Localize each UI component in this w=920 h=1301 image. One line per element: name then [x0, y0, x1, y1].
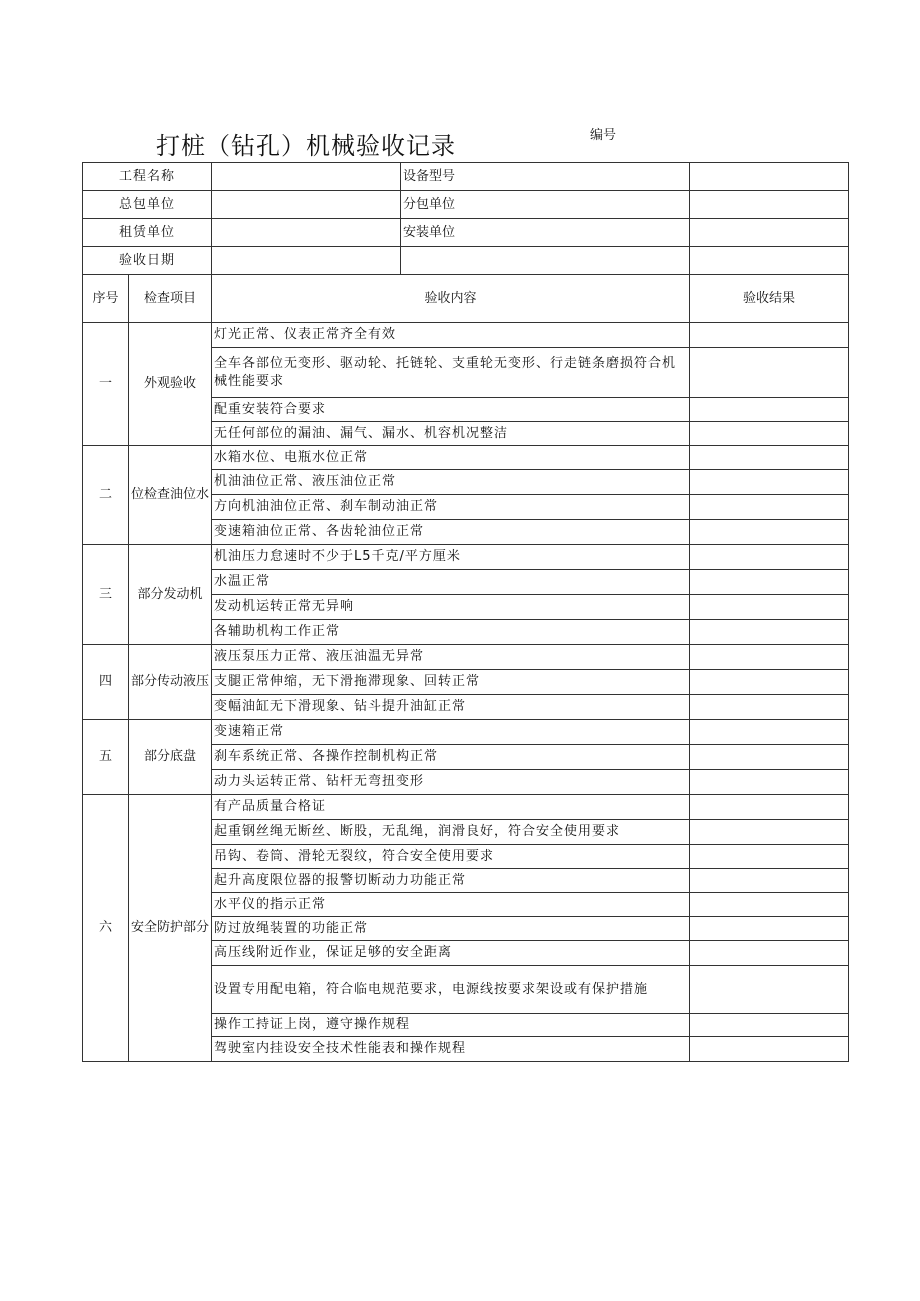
result-cell[interactable] — [690, 446, 849, 470]
lessor-label: 租赁单位 — [83, 219, 212, 247]
result-cell[interactable] — [690, 869, 849, 893]
check-content: 设置专用配电箱，符合临电规范要求，电源线按要求架设或有保护措施 — [212, 966, 690, 1014]
doc-number-label: 编号 — [590, 128, 617, 143]
check-content: 机油压力怠速时不少于L5千克/平方厘米 — [212, 545, 690, 570]
result-cell[interactable] — [690, 348, 849, 398]
check-content: 方向机油油位正常、刹车制动油正常 — [212, 495, 690, 520]
result-cell[interactable] — [690, 770, 849, 795]
check-content: 变速箱油位正常、各齿轮油位正常 — [212, 520, 690, 545]
result-cell[interactable] — [690, 893, 849, 917]
section-item: 外观验收 — [129, 323, 212, 446]
result-cell[interactable] — [690, 1014, 849, 1037]
check-content: 刹车系统正常、各操作控制机构正常 — [212, 745, 690, 770]
result-cell[interactable] — [690, 470, 849, 495]
check-content: 灯光正常、仪表正常齐全有效 — [212, 323, 690, 348]
check-content: 变速箱正常 — [212, 720, 690, 745]
section-seq: 二 — [83, 446, 129, 545]
check-content: 起重钢丝绳无断丝、断股，无乱绳，润滑良好，符合安全使用要求 — [212, 820, 690, 845]
result-cell[interactable] — [690, 720, 849, 745]
result-cell[interactable] — [690, 820, 849, 845]
result-cell[interactable] — [690, 595, 849, 620]
result-cell[interactable] — [690, 1037, 849, 1062]
result-cell[interactable] — [690, 620, 849, 645]
section-item: 部分底盘 — [129, 720, 212, 795]
result-cell[interactable] — [690, 570, 849, 595]
check-content: 水箱水位、电瓶水位正常 — [212, 446, 690, 470]
result-header: 验收结果 — [690, 275, 849, 323]
check-content: 水平仪的指示正常 — [212, 893, 690, 917]
item-header: 检查项目 — [129, 275, 212, 323]
section-seq: 三 — [83, 545, 129, 645]
result-cell[interactable] — [690, 495, 849, 520]
result-cell[interactable] — [690, 795, 849, 820]
section-seq: 五 — [83, 720, 129, 795]
table-row — [83, 720, 849, 745]
project-name-value[interactable] — [212, 163, 401, 191]
result-cell[interactable] — [690, 323, 849, 348]
check-content: 高压线附近作业，保证足够的安全距离 — [212, 941, 690, 966]
equipment-model-label: 设备型号 — [401, 163, 690, 191]
check-content: 全车各部位无变形、驱动轮、托链轮、支重轮无变形、行走链条磨损符合机械性能要求 — [212, 348, 690, 398]
acceptance-date-label: 验收日期 — [83, 247, 212, 275]
check-content: 防过放绳装置的功能正常 — [212, 917, 690, 941]
check-content: 配重安装符合要求 — [212, 398, 690, 422]
check-content: 吊钩、卷筒、滑轮无裂纹，符合安全使用要求 — [212, 845, 690, 869]
acceptance-date-blank-2 — [690, 247, 849, 275]
result-cell[interactable] — [690, 670, 849, 695]
result-cell[interactable] — [690, 398, 849, 422]
section-seq: 一 — [83, 323, 129, 446]
general-contractor-label: 总包单位 — [83, 191, 212, 219]
table-row — [83, 795, 849, 820]
result-cell[interactable] — [690, 917, 849, 941]
check-content: 液压泵压力正常、液压油温无异常 — [212, 645, 690, 670]
general-contractor-value[interactable] — [212, 191, 401, 219]
acceptance-date-blank — [401, 247, 690, 275]
result-cell[interactable] — [690, 520, 849, 545]
acceptance-date-value[interactable] — [212, 247, 401, 275]
check-content: 水温正常 — [212, 570, 690, 595]
check-content: 起升高度限位器的报警切断动力功能正常 — [212, 869, 690, 893]
result-cell[interactable] — [690, 645, 849, 670]
result-cell[interactable] — [690, 695, 849, 720]
subcontractor-label: 分包单位 — [401, 191, 690, 219]
result-cell[interactable] — [690, 745, 849, 770]
installer-label: 安装单位 — [401, 219, 690, 247]
check-content: 各辅助机构工作正常 — [212, 620, 690, 645]
section-item: 部分发动机 — [129, 545, 212, 645]
check-content: 支腿正常伸缩，无下滑拖滞现象、回转正常 — [212, 670, 690, 695]
check-content: 发动机运转正常无异响 — [212, 595, 690, 620]
section-item: 安全防护部分 — [129, 795, 212, 1062]
equipment-model-value[interactable] — [690, 163, 849, 191]
table-row — [83, 323, 849, 348]
table-row — [83, 545, 849, 570]
result-cell[interactable] — [690, 422, 849, 446]
section-item: 位检查油位水 — [129, 446, 212, 545]
content-header: 验收内容 — [212, 275, 690, 323]
lessor-value[interactable] — [212, 219, 401, 247]
project-name-label: 工程名称 — [83, 163, 212, 191]
check-content: 变幅油缸无下滑现象、钻斗提升油缸正常 — [212, 695, 690, 720]
result-cell[interactable] — [690, 845, 849, 869]
check-content: 驾驶室内挂设安全技术性能表和操作规程 — [212, 1037, 690, 1062]
result-cell[interactable] — [690, 545, 849, 570]
acceptance-table — [82, 162, 849, 1062]
table-row — [83, 645, 849, 670]
subcontractor-value[interactable] — [690, 191, 849, 219]
result-cell[interactable] — [690, 966, 849, 1014]
section-seq: 四 — [83, 645, 129, 720]
result-cell[interactable] — [690, 941, 849, 966]
document-title: 打桩（钻孔）机械验收记录 — [156, 132, 456, 160]
check-content: 操作工持证上岗，遵守操作规程 — [212, 1014, 690, 1037]
section-item: 部分传动液压 — [129, 645, 212, 720]
check-content: 动力头运转正常、钻杆无弯扭变形 — [212, 770, 690, 795]
check-content: 有产品质量合格证 — [212, 795, 690, 820]
check-content: 无任何部位的漏油、漏气、漏水、机容机况整洁 — [212, 422, 690, 446]
table-row — [83, 446, 849, 470]
seq-header: 序号 — [83, 275, 129, 323]
section-seq: 六 — [83, 795, 129, 1062]
check-content: 机油油位正常、液压油位正常 — [212, 470, 690, 495]
installer-value[interactable] — [690, 219, 849, 247]
